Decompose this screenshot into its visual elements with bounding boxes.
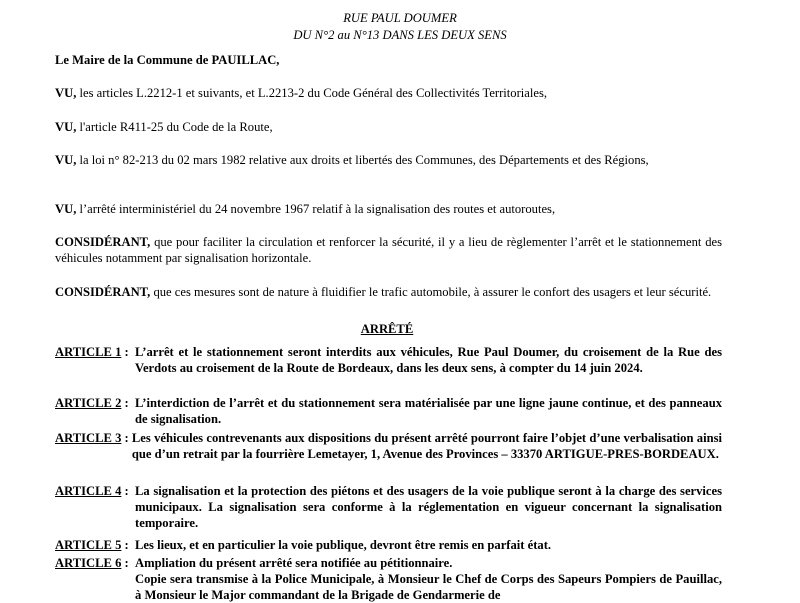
vu-text: la loi n° 82-213 du 02 mars 1982 relative aux droits et libertés des Communes, des Départements et des Régions, xyxy=(76,153,649,167)
vu-paragraph xyxy=(55,201,722,217)
article-text-continued: Copie sera transmise à la Police Municipale, à Monsieur le Chef de Corps des Sapeurs Pompiers de Pauillac, à Monsieur le Major commandant de la Brigade de Gendarmerie de xyxy=(135,572,722,602)
vu-paragraph xyxy=(55,85,722,101)
article-text: Les véhicules contrevenants aux dispositions du présent arrêté pourront faire l’objet d’une verbalisation ainsi que d’un retrait par la fourrière Lemetayer, 1, Avenue des Provinces – 33370 ARTIGUE-PRES-BORDEAUX. xyxy=(131,431,722,461)
article-label: ARTICLE 1 xyxy=(55,345,122,359)
header-street: RUE PAUL DOUMER xyxy=(343,11,457,25)
vu-label: VU, xyxy=(55,202,77,216)
article-text: Ampliation du présent arrêté sera notifiée au pétitionnaire. xyxy=(135,556,453,570)
article-1 xyxy=(55,344,722,376)
article-6 xyxy=(55,555,722,603)
considerant-label: CONSIDÉRANT, xyxy=(55,235,151,249)
vu-paragraph xyxy=(55,119,722,135)
article-label: ARTICLE 4 xyxy=(55,484,122,498)
article-separator: : xyxy=(121,396,136,410)
article-text-block xyxy=(135,555,722,603)
article-separator: : xyxy=(121,345,136,359)
article-label: ARTICLE 3 xyxy=(55,431,122,445)
article-text: Les lieux, et en particulier la voie publique, devront être remis en parfait état. xyxy=(135,538,552,552)
considerant-text: que pour faciliter la circulation et renforcer la sécurité, il y a lieu de règlementer l’arrêt et le stationnement des véhicules notamment par signalisation horizontale. xyxy=(55,235,722,265)
article-separator: : xyxy=(121,484,136,498)
considerant-paragraph xyxy=(55,284,722,300)
considerant-paragraph xyxy=(55,234,722,266)
vu-label: VU, xyxy=(55,120,77,134)
considerant-label: CONSIDÉRANT, xyxy=(55,285,151,299)
vu-label: VU, xyxy=(55,86,77,100)
article-text: L’arrêt et le stationnement seront interdits aux véhicules, Rue Paul Doumer, du croisement de la Rue des Verdots au croisement de la Route de Bordeaux, dans les deux sens, à compter du 14 juin 2024. xyxy=(135,345,722,375)
header-range: DU N°2 au N°13 DANS LES DEUX SENS xyxy=(293,28,507,42)
article-5 xyxy=(55,537,722,553)
article-4 xyxy=(55,483,722,531)
article-label: ARTICLE 2 xyxy=(55,396,122,410)
article-text: L’interdiction de l’arrêt et du stationnement sera matérialisée par une ligne jaune continue, et des panneaux de signalisation. xyxy=(135,396,722,426)
considerant-text: que ces mesures sont de nature à fluidifier le trafic automobile, à assurer le confort des usagers et leur sécurité. xyxy=(150,285,712,299)
arrete-title: ARRÊTÉ xyxy=(360,322,414,336)
article-label: ARTICLE 5 xyxy=(55,538,122,552)
vu-text: les articles L.2212-1 et suivants, et L.2213-2 du Code Général des Collectivités Territoriales, xyxy=(76,86,548,100)
article-2 xyxy=(55,395,722,427)
article-separator: : xyxy=(121,538,136,552)
article-text: La signalisation et la protection des piétons et des usagers de la voie publique seront à la charge des services municipaux. La signalisation sera conforme à la réglementation en vigueur concernant la signalisation temporaire. xyxy=(135,484,722,530)
maire-heading: Le Maire de la Commune de PAUILLAC, xyxy=(55,53,280,67)
article-3 xyxy=(55,430,722,462)
vu-label: VU, xyxy=(55,153,77,167)
article-label: ARTICLE 6 xyxy=(55,556,122,570)
article-separator: : xyxy=(121,556,136,570)
vu-text: l’arrêté interministériel du 24 novembre 1967 relatif à la signalisation des routes et autoroutes, xyxy=(76,202,556,216)
article-separator: : xyxy=(121,431,132,445)
vu-paragraph xyxy=(55,152,722,168)
vu-text: l'article R411-25 du Code de la Route, xyxy=(76,120,273,134)
